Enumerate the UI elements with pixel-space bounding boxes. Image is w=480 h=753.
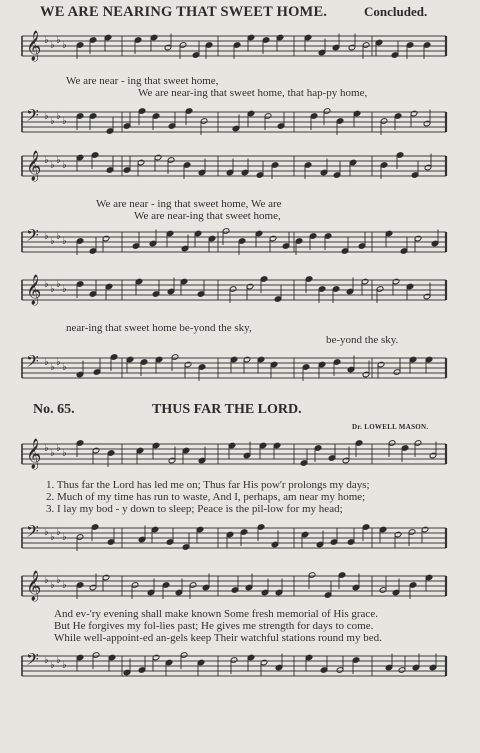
svg-text:♭: ♭: [44, 155, 49, 166]
svg-text:𝄢: 𝄢: [26, 521, 39, 545]
lyric-line: We are near-ing that sweet home, that hap-py home,: [138, 87, 368, 99]
svg-text:♭: ♭: [50, 160, 55, 171]
svg-text:♭: ♭: [62, 660, 67, 671]
svg-text:♭: ♭: [50, 236, 55, 247]
verse-line: 1. Thus far the Lord has led me on; Thus far His pow'r prolongs my days;: [46, 479, 370, 491]
treble-staff: [22, 571, 446, 601]
composer-credit: Dr. LOWELL MASON.: [352, 423, 429, 431]
svg-text:𝄞: 𝄞: [26, 571, 42, 601]
svg-text:♭: ♭: [44, 575, 49, 586]
svg-text:♭: ♭: [56, 527, 61, 538]
svg-text:𝄞: 𝄞: [26, 439, 42, 469]
svg-text:♭: ♭: [44, 231, 49, 242]
svg-text:♭: ♭: [44, 527, 49, 538]
verse-line: While well-appoint-ed an-gels keep Their watchful stations round my bed.: [54, 632, 382, 644]
verse-line: 3. I lay my bod - y down to sleep; Peace is the pil-low for my head;: [46, 503, 343, 515]
concluded-label: Concluded.: [364, 4, 428, 19]
treble-staff: [22, 275, 446, 305]
svg-text:♭: ♭: [56, 443, 61, 454]
verse-line: And ev-'ry evening shall make known Some fresh memorial of His grace.: [54, 608, 378, 620]
song-title: WE ARE NEARING THAT SWEET HOME.: [40, 4, 328, 20]
svg-text:♭: ♭: [44, 655, 49, 666]
svg-text:♭: ♭: [44, 279, 49, 290]
bass-staff: [22, 351, 446, 378]
svg-text:♭: ♭: [62, 236, 67, 247]
lyric-line: near-ing that sweet home be-yond the sky,: [66, 322, 252, 334]
svg-text:♭: ♭: [50, 660, 55, 671]
lyric-line: We are near - ing that sweet home, We are: [96, 198, 282, 210]
svg-text:♭: ♭: [62, 160, 67, 171]
svg-text:♭: ♭: [56, 231, 61, 242]
svg-text:♭: ♭: [62, 284, 67, 295]
lyric-line: We are near-ing that sweet home,: [134, 210, 281, 222]
svg-text:♭: ♭: [62, 580, 67, 591]
lyric-line: We are near - ing that sweet home,: [66, 75, 219, 87]
svg-text:♭: ♭: [44, 111, 49, 122]
svg-text:♭: ♭: [44, 357, 49, 368]
svg-text:♭: ♭: [50, 116, 55, 127]
svg-text:♭: ♭: [50, 580, 55, 591]
svg-text:♭: ♭: [62, 532, 67, 543]
hymn-number: No. 65.: [33, 402, 75, 417]
treble-staff: [22, 31, 446, 61]
svg-text:♭: ♭: [56, 357, 61, 368]
svg-text:𝄢: 𝄢: [26, 225, 39, 249]
lyric-line: be-yond the sky.: [326, 334, 399, 346]
bass-staff: [22, 225, 446, 252]
svg-text:♭: ♭: [44, 35, 49, 46]
svg-text:𝄢: 𝄢: [26, 649, 39, 673]
svg-text:𝄞: 𝄞: [26, 151, 42, 181]
svg-text:♭: ♭: [62, 40, 67, 51]
svg-text:♭: ♭: [56, 655, 61, 666]
svg-text:♭: ♭: [50, 362, 55, 373]
svg-text:𝄢: 𝄢: [26, 105, 39, 129]
svg-text:♭: ♭: [50, 448, 55, 459]
svg-text:𝄞: 𝄞: [26, 275, 42, 305]
verse-line: But He forgives my fol-lies past; He gives me strength for days to come.: [54, 620, 374, 632]
verse-line: 2. Much of my time has run to waste, And I, perhaps, am near my home;: [46, 491, 366, 503]
svg-text:𝄞: 𝄞: [26, 31, 42, 61]
svg-text:𝄢: 𝄢: [26, 351, 39, 375]
svg-text:♭: ♭: [56, 111, 61, 122]
svg-text:♭: ♭: [56, 279, 61, 290]
bass-staff: [22, 105, 446, 132]
svg-text:♭: ♭: [50, 532, 55, 543]
svg-text:♭: ♭: [50, 284, 55, 295]
treble-staff: [22, 439, 446, 469]
svg-text:♭: ♭: [62, 448, 67, 459]
svg-text:♭: ♭: [50, 40, 55, 51]
svg-text:♭: ♭: [56, 35, 61, 46]
hymn-title: THUS FAR THE LORD.: [152, 402, 302, 417]
bass-staff: [22, 649, 446, 676]
svg-text:♭: ♭: [56, 155, 61, 166]
svg-text:♭: ♭: [62, 362, 67, 373]
treble-staff: [22, 151, 446, 181]
bass-staff: [22, 521, 446, 548]
svg-text:♭: ♭: [44, 443, 49, 454]
svg-text:♭: ♭: [56, 575, 61, 586]
svg-text:♭: ♭: [62, 116, 67, 127]
